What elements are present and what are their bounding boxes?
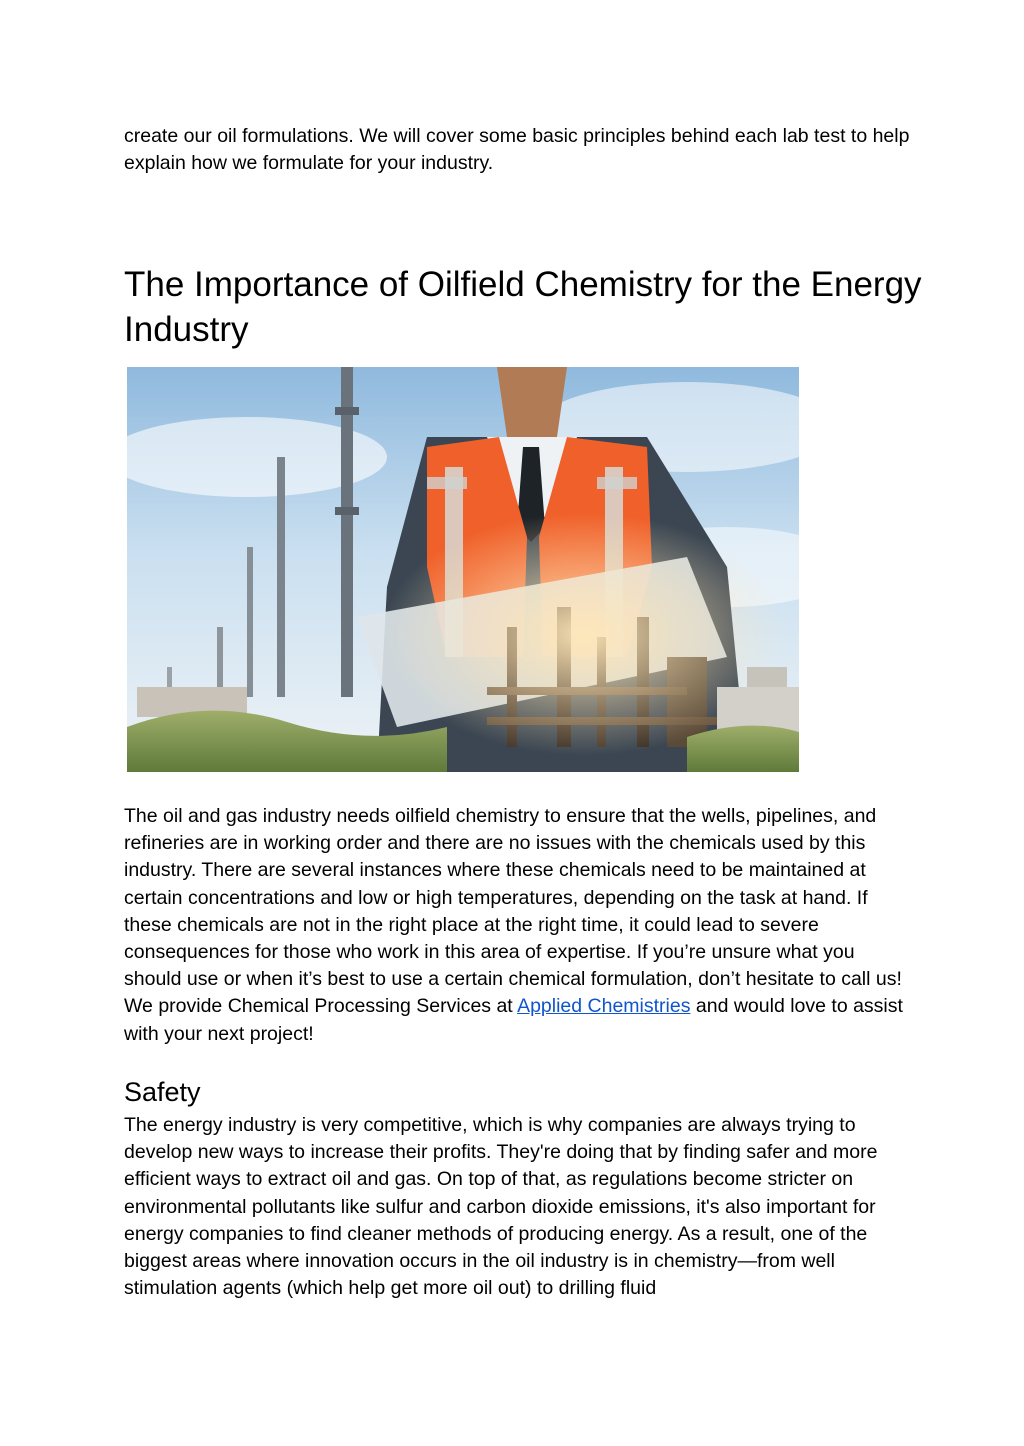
applied-chemistries-link[interactable]: Applied Chemistries	[517, 995, 691, 1018]
safety-heading: Safety	[124, 1077, 201, 1107]
paragraph-text-end: and would love to assist with your next project!	[124, 995, 903, 1045]
oilfield-chemistry-paragraph	[124, 803, 914, 1048]
hero-image	[127, 367, 799, 772]
safety-paragraph: The energy industry is very competitive, which is why companies are always trying to develop new ways to increase their profits. They're doing that by finding safer and more efficient ways to extract oil and gas. On top of that, as regulations become stricter on environmental pollutants like sulfur and carbon dioxide emissions, it's also important for energy companies to find cleaner methods of producing energy. As a result, one of the biggest areas where innovation occurs in the oil industry is in chemistry—from well stimulation agents (which help get more oil out) to drilling fluid	[124, 1114, 878, 1300]
intro-paragraph: create our oil formulations. We will cover some basic principles behind each lab test to help explain how we formulate for your industry.	[124, 125, 910, 174]
oilfield-worker-image	[127, 367, 799, 772]
paragraph-text: The oil and gas industry needs oilfield chemistry to ensure that the wells, pipelines, and refineries are in working order and there are no issues with the chemicals used by this industry. There are several instances where these chemicals need to be maintained at certain concentrations and low or high temperatures, depending on the task at hand. If these chemicals are not in the right place at the right time, it could lead to severe consequences for those who work in this area of expertise. If you’re unsure what you should use or when it’s best to use a certain chemical formulation, don’t hesitate to call us! We provide Chemical Processing Services at	[124, 805, 902, 1018]
page-heading: The Importance of Oilfield Chemistry for the Energy Industry	[124, 265, 922, 349]
